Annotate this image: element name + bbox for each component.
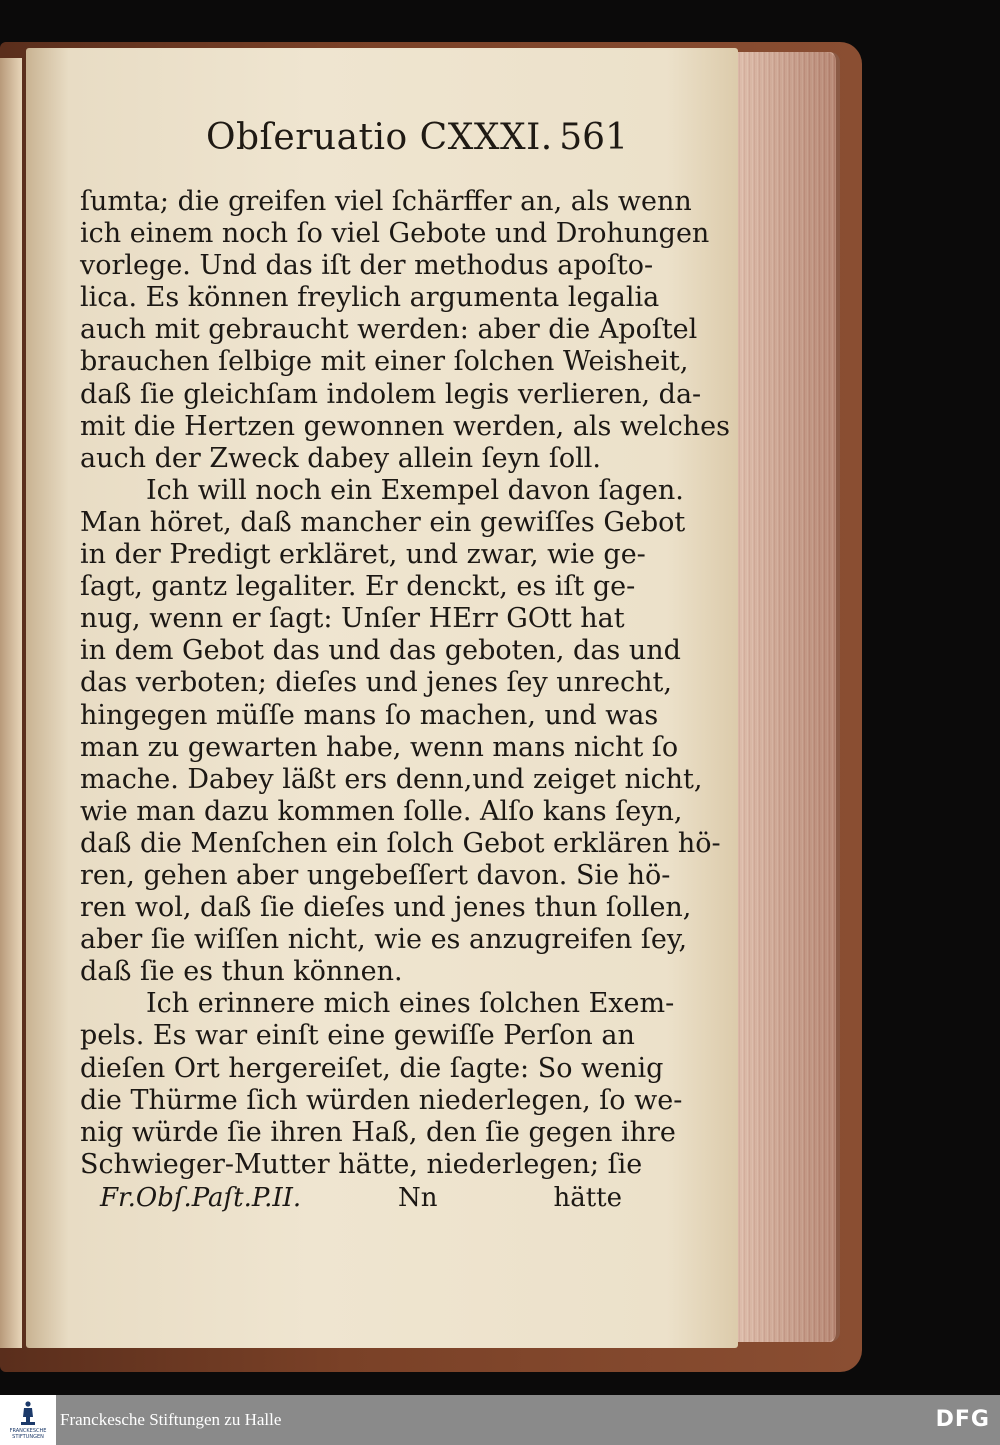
- text-line: Ich will noch ein Exempel davon ſagen.: [146, 474, 684, 506]
- text-line: daß ſie gleichſam indolem legis verlieren, da-: [80, 378, 702, 410]
- text-line: mit die Hertzen gewonnen werden, als welches: [80, 410, 731, 442]
- text-line: nug, wenn er ſagt: Unſer HErr GOtt hat: [80, 603, 625, 635]
- text-line: in der Predigt erkläret, und zwar, wie ge-: [80, 539, 646, 571]
- text-line: Man höret, daß mancher ein gewiſſes Gebot: [80, 506, 686, 538]
- founder-statue-icon: [20, 1401, 36, 1425]
- fore-edge-shading: [736, 52, 836, 1342]
- text-line: mache. Dabey läßt ers denn,und zeiget nicht,: [80, 763, 703, 795]
- text-line: brauchen ſelbige mit einer ſolchen Weisheit,: [80, 346, 689, 378]
- running-head: Obſeruatio CXXXI.: [206, 117, 553, 158]
- text-line: Schwieger-Mutter hätte, niederlegen; ſie: [80, 1148, 643, 1180]
- left-page-edge: [0, 58, 22, 1348]
- text-line: daß ſie es thun können.: [80, 956, 403, 988]
- text-line: vorlege. Und das iſt der methodus apoſto-: [80, 250, 654, 282]
- institution-name: Franckesche Stiftungen zu Halle: [60, 1410, 282, 1429]
- text-line: daß die Menſchen ein ſolch Gebot erklären hö-: [80, 827, 721, 859]
- signature-mark: Nn: [398, 1183, 438, 1213]
- text-line: lica. Es können freylich argumenta legalia: [80, 282, 660, 314]
- body-text: [80, 186, 731, 1181]
- text-line: ren, gehen aber ungebeſſert davon. Sie hö-: [80, 859, 671, 891]
- page-footer: [100, 1180, 622, 1216]
- dfg-logo[interactable]: DFG: [935, 1407, 990, 1432]
- text-line: die Thürme ſich würden niederlegen, ſo we-: [80, 1084, 683, 1116]
- text-line: Ich erinnere mich eines ſolchen Exem-: [146, 988, 675, 1020]
- text-line: das verboten; dieſes und jenes ſey unrecht,: [80, 667, 672, 699]
- text-line: ſagt, gantz legaliter. Er denckt, es iſt ge-: [80, 571, 636, 603]
- text-line: wie man dazu kommen ſolle. Alſo kans ſeyn,: [80, 795, 683, 827]
- franckesche-logo[interactable]: [0, 1395, 56, 1445]
- logo-text-line-1: FRANCKESCHE: [9, 1428, 47, 1434]
- page-header: [206, 113, 628, 163]
- footer-signature: Fr.Obſ.Paſt.P.II.: [100, 1183, 302, 1213]
- text-line: hingegen müſſe mans ſo machen, und was: [80, 699, 659, 731]
- text-line: ich einem noch ſo viel Gebote und Drohungen: [80, 218, 710, 250]
- text-line: in dem Gebot das und das geboten, das und: [80, 635, 681, 667]
- text-line: auch mit gebraucht werden: aber die Apoſtel: [80, 314, 698, 346]
- logo-text: [2, 1428, 54, 1440]
- logo-text-line-2: STIFTUNGEN: [12, 1434, 44, 1440]
- text-line: pels. Es war einſt eine gewiſſe Perſon an: [80, 1020, 635, 1052]
- text-line: auch der Zweck dabey allein ſeyn ſoll.: [80, 442, 601, 474]
- text-line: ſumta; die greifen viel ſchärffer an, als wenn: [80, 186, 692, 217]
- catchword: hätte: [553, 1183, 622, 1213]
- page-number: 561: [559, 117, 628, 158]
- text-line: aber ſie wiſſen nicht, wie es anzugreifen ſey,: [80, 924, 688, 956]
- text-line: nig würde ſie ihren Haß, den ſie gegen ihre: [80, 1116, 676, 1148]
- text-line: ren wol, daß ſie dieſes und jenes thun ſollen,: [80, 892, 692, 924]
- viewer-footer-bar: [0, 1395, 1000, 1445]
- text-line: dieſen Ort hergereiſet, die ſagte: So wenig: [80, 1052, 664, 1084]
- text-line: man zu gewarten habe, wenn mans nicht ſo: [80, 731, 679, 763]
